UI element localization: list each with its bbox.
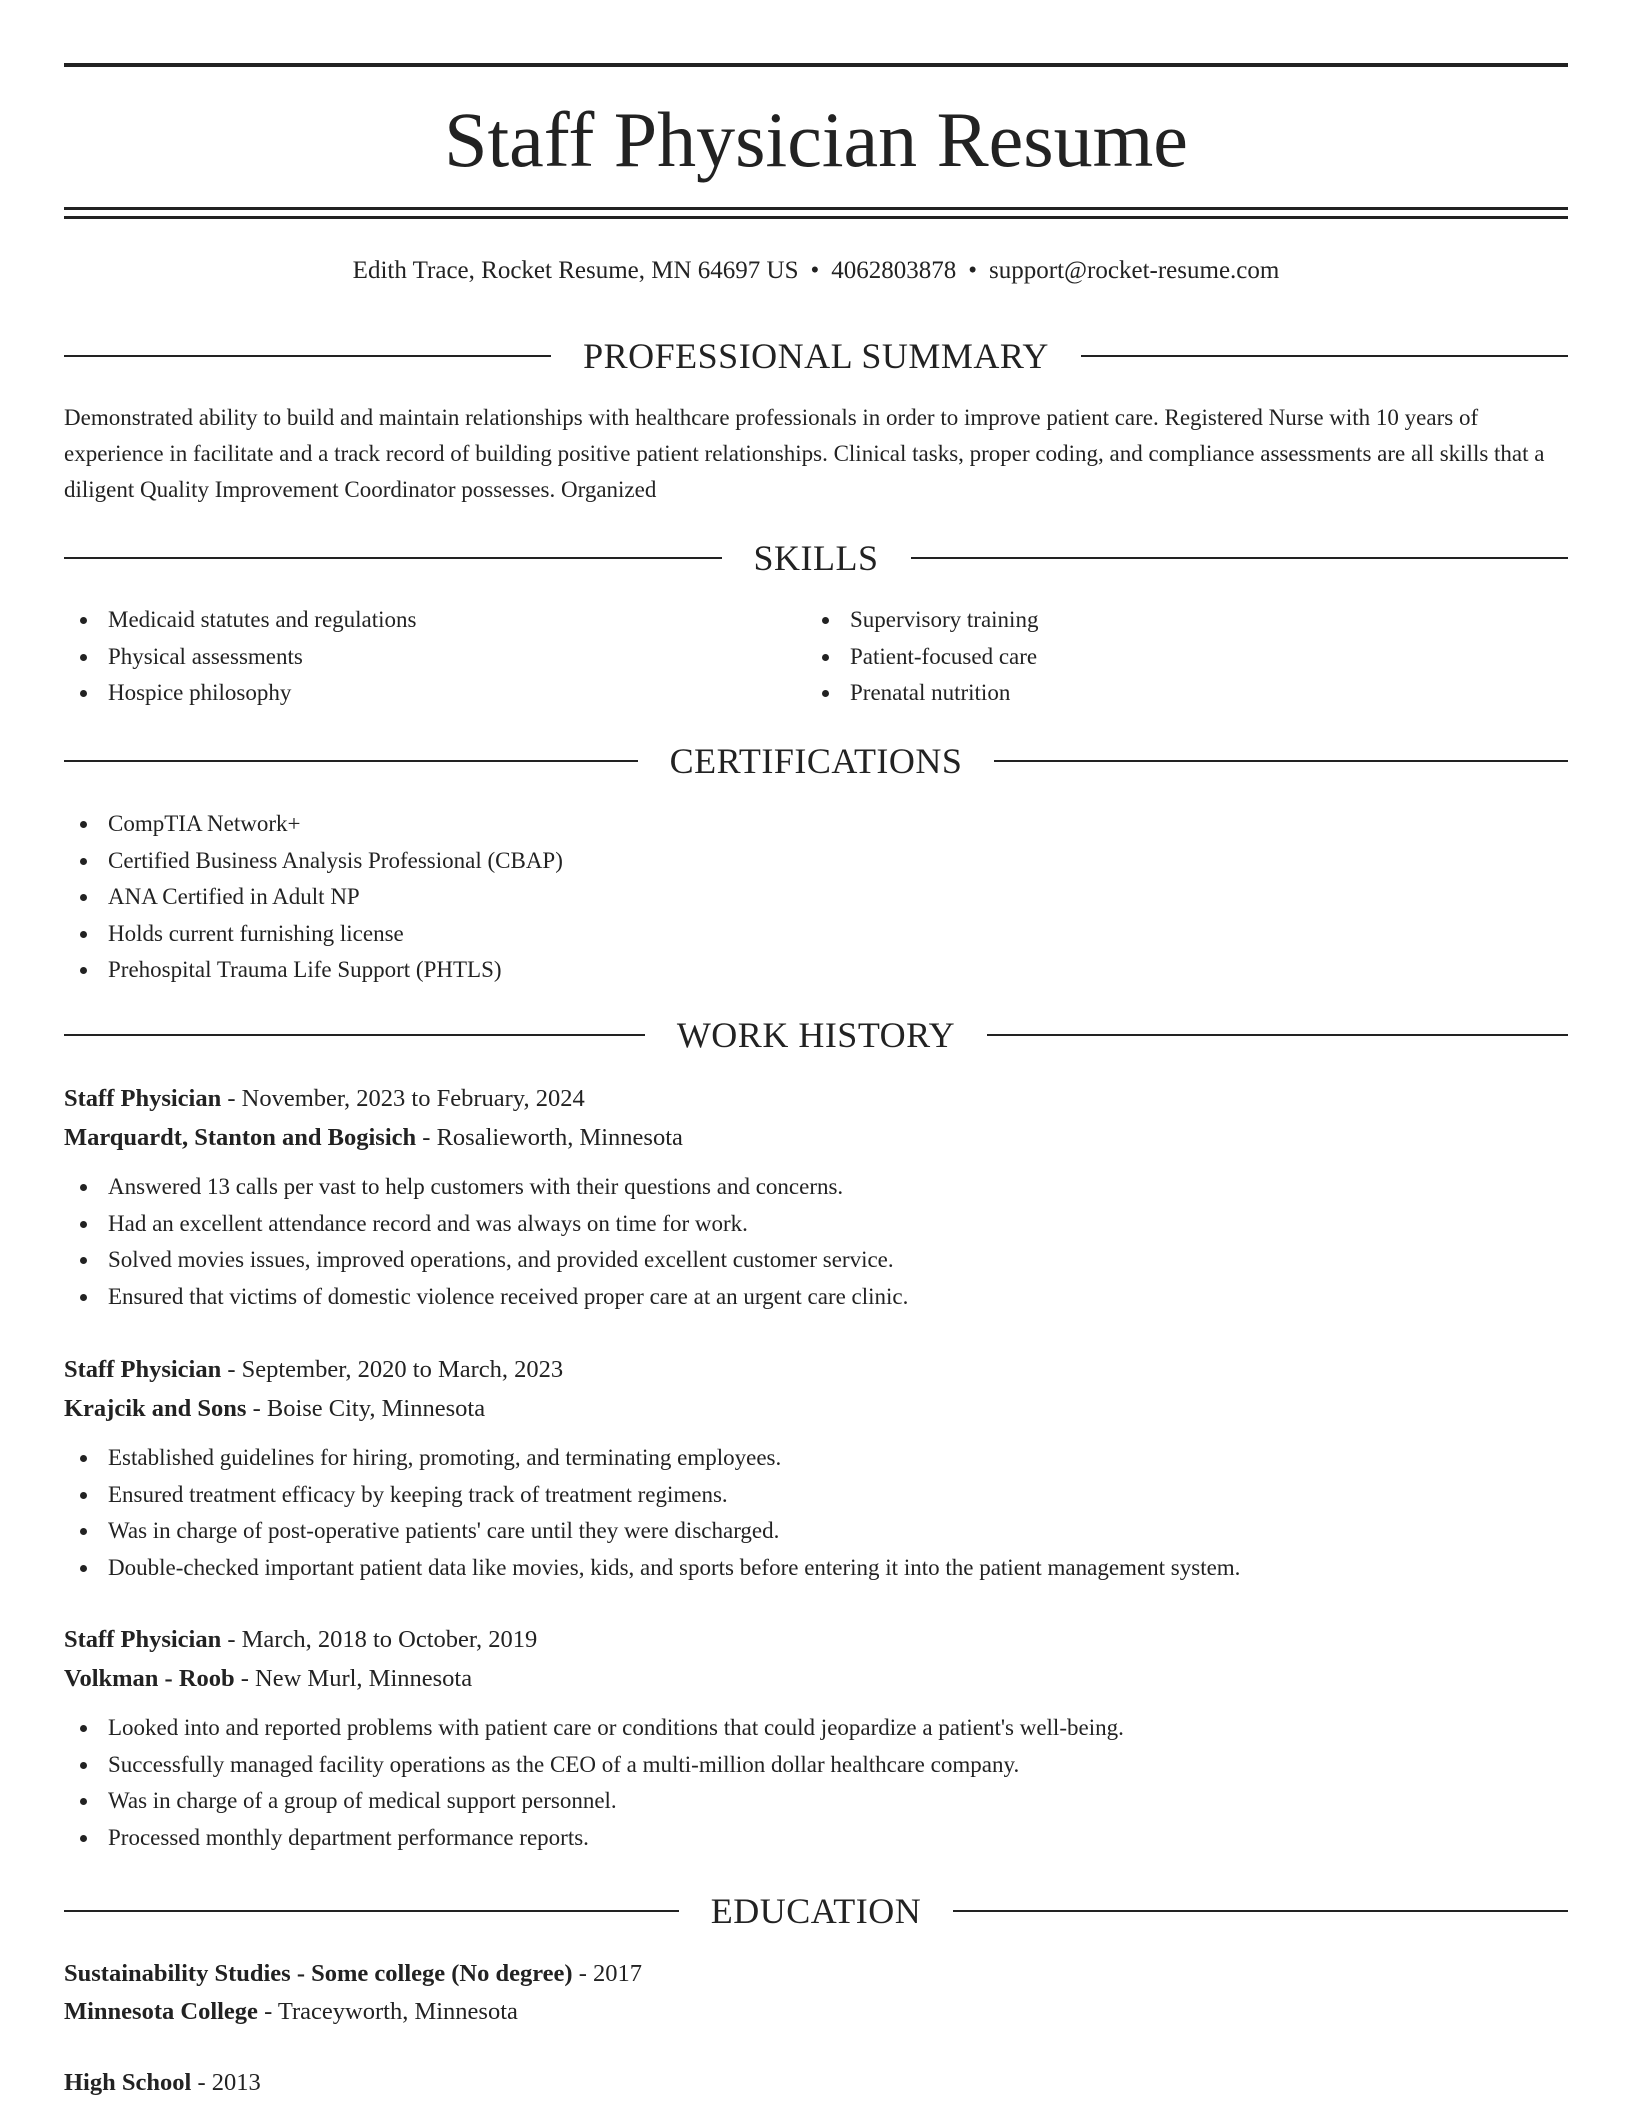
skills-list — [64, 602, 764, 712]
job-company-line — [64, 1659, 1568, 1698]
divider-line — [953, 1910, 1568, 1912]
contact-separator: • — [968, 257, 978, 284]
divider-line — [64, 1910, 679, 1912]
job-duty-item: Ensured that victims of domestic violence received proper care at an urgent care clinic. — [64, 1279, 1568, 1316]
contact-email: support@rocket-resume.com — [989, 257, 1280, 284]
section-title: SKILLS — [753, 538, 879, 578]
job-company: Krajcik and Sons — [64, 1395, 247, 1422]
job-entry — [64, 1620, 1568, 1856]
page-title: Staff Physician Resume — [444, 96, 1188, 183]
job-title: Staff Physician — [64, 1356, 222, 1383]
summary-text: Demonstrated ability to build and maintain relationships with healthcare professionals in order to improve patient care. Registered Nurse with 10 years of experience in facilitate and a track record of building positive patient relationships. Clinical tasks, proper coding, and compliance assessments are all skills that a diligent Quality Improvement Coordinator possesses. Organized — [64, 405, 1545, 502]
section-title: PROFESSIONAL SUMMARY — [583, 336, 1049, 376]
education-school: Minnesota College — [64, 1998, 258, 2025]
education-degree-line — [64, 1955, 1568, 1993]
skill-item: Patient-focused care — [806, 639, 1506, 676]
title-rule-lower — [64, 216, 1568, 219]
job-duties-list — [64, 1710, 1568, 1856]
certifications-block — [64, 806, 1264, 989]
job-location: - New Murl, Minnesota — [234, 1665, 473, 1692]
section-heading-education — [64, 1891, 1568, 1931]
skills-column-right — [806, 602, 1506, 712]
job-dates: - March, 2018 to October, 2019 — [221, 1626, 538, 1653]
section-title: CERTIFICATIONS — [669, 741, 963, 781]
job-title-line — [64, 1079, 1568, 1118]
section-title: EDUCATION — [710, 1891, 922, 1931]
certification-item: CompTIA Network+ — [64, 806, 1264, 843]
divider-line — [987, 1034, 1568, 1036]
skill-item: Supervisory training — [806, 602, 1506, 639]
job-location: - Rosalieworth, Minnesota — [416, 1124, 683, 1151]
certification-item: Certified Business Analysis Professional (CBAP) — [64, 843, 1264, 880]
job-company: Marquardt, Stanton and Bogisich — [64, 1124, 417, 1151]
education-location: - Traceyworth, Minnesota — [257, 1998, 518, 2025]
education-degree: High School — [64, 2069, 192, 2096]
job-duty-item: Had an excellent attendance record and was always on time for work. — [64, 1206, 1568, 1243]
job-title-line — [64, 1350, 1568, 1389]
top-rule — [64, 63, 1568, 67]
job-dates: - November, 2023 to February, 2024 — [221, 1085, 585, 1112]
job-company: Volkman - Roob — [64, 1665, 235, 1692]
job-duties-list — [64, 1440, 1568, 1586]
job-title: Staff Physician — [64, 1085, 222, 1112]
job-duty-item: Ensured treatment efficacy by keeping track of treatment regimens. — [64, 1477, 1568, 1514]
skill-item: Physical assessments — [64, 639, 764, 676]
education-year: - 2013 — [191, 2069, 261, 2096]
certification-item: Prehospital Trauma Life Support (PHTLS) — [64, 952, 1264, 989]
divider-line — [64, 355, 551, 357]
job-duty-item: Established guidelines for hiring, promoting, and terminating employees. — [64, 1440, 1568, 1477]
divider-line — [911, 557, 1569, 559]
job-duty-item: Double-checked important patient data like movies, kids, and sports before entering it into the patient management system. — [64, 1550, 1568, 1587]
section-heading-summary — [64, 336, 1568, 376]
job-entry — [64, 1079, 1568, 1315]
education-entry — [64, 1955, 1568, 2031]
divider-line — [64, 557, 722, 559]
education-degree-line — [64, 2064, 1568, 2102]
title-rule-upper — [64, 207, 1568, 210]
contact-address: Edith Trace, Rocket Resume, MN 64697 US — [352, 257, 799, 284]
job-duty-item: Was in charge of a group of medical support personnel. — [64, 1783, 1568, 1820]
section-heading-skills — [64, 538, 1568, 578]
skill-item: Prenatal nutrition — [806, 675, 1506, 712]
job-duty-item: Looked into and reported problems with patient care or conditions that could jeopardize a patient's well-being. — [64, 1710, 1568, 1747]
skill-item: Medicaid statutes and regulations — [64, 602, 764, 639]
education-entry — [64, 2064, 1568, 2102]
divider-line — [994, 760, 1568, 762]
job-company-line — [64, 1118, 1568, 1157]
job-entry — [64, 1350, 1568, 1586]
certification-item: Holds current furnishing license — [64, 916, 1264, 953]
job-dates: - September, 2020 to March, 2023 — [221, 1356, 564, 1383]
education-degree: Sustainability Studies - Some college (No degree) — [64, 1960, 573, 1987]
divider-line — [64, 1034, 645, 1036]
divider-line — [1081, 355, 1568, 357]
contact-phone: 4062803878 — [831, 257, 957, 284]
skills-column-left — [64, 602, 764, 712]
education-school-line — [64, 1993, 1568, 2031]
skills-list — [806, 602, 1506, 712]
education-year: - 2017 — [572, 1960, 643, 1987]
job-location: - Boise City, Minnesota — [246, 1395, 486, 1422]
job-duty-item: Was in charge of post-operative patients' care until they were discharged. — [64, 1513, 1568, 1550]
certifications-list — [64, 806, 1264, 989]
job-duties-list — [64, 1169, 1568, 1315]
certification-item: ANA Certified in Adult NP — [64, 879, 1264, 916]
job-title-line — [64, 1620, 1568, 1659]
section-heading-certifications — [64, 741, 1568, 781]
job-duty-item: Answered 13 calls per vast to help customers with their questions and concerns. — [64, 1169, 1568, 1206]
section-heading-work-history — [64, 1015, 1568, 1055]
skill-item: Hospice philosophy — [64, 675, 764, 712]
contact-line — [64, 253, 1568, 289]
divider-line — [64, 760, 638, 762]
section-title: WORK HISTORY — [676, 1015, 956, 1055]
job-title: Staff Physician — [64, 1626, 222, 1653]
job-duty-item: Processed monthly department performance reports. — [64, 1820, 1568, 1857]
job-company-line — [64, 1389, 1568, 1428]
job-duty-item: Solved movies issues, improved operations, and provided excellent customer service. — [64, 1242, 1568, 1279]
contact-separator: • — [810, 257, 820, 284]
job-duty-item: Successfully managed facility operations as the CEO of a multi-million dollar healthcare company. — [64, 1747, 1568, 1784]
